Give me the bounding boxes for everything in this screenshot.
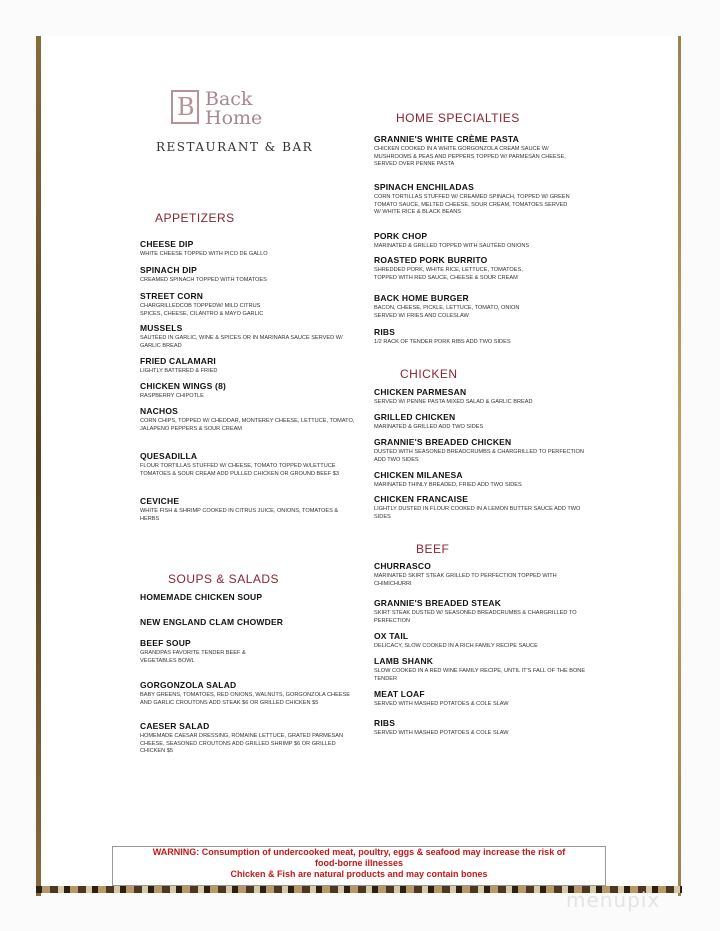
menu-item [140, 381, 355, 401]
item-name: RIBS [374, 718, 396, 728]
item-desc: GRANDPAS FAVORITE TENDER BEEF & VEGETABLES BOWL [140, 650, 246, 664]
item-name: CEVICHE [140, 496, 180, 506]
section-title-beef: BEEF [416, 542, 450, 556]
menu-item [140, 356, 355, 376]
item-desc: CORN CHIPS, TOPPED W/ CHEDDAR, MONTEREY CHEESE, LETTUCE, TOMATO, JALAPENO PEPPERS & SOUR CREAM [140, 418, 355, 432]
menu-item [140, 265, 355, 285]
menu-item [374, 255, 524, 282]
menu-item [140, 323, 355, 350]
warning-line-3: Chicken & Fish are natural products and may contain bones [230, 869, 488, 879]
item-desc: MARINATED SKIRT STEAK GRILLED TO PERFECTION TOPPED WITH CHIMICHURRI [374, 573, 557, 587]
item-name: MUSSELS [140, 323, 183, 333]
menu-item [140, 451, 355, 478]
page-edge-left [36, 36, 41, 896]
item-desc: LIGHTLY DUSTED IN FLOUR COOKED IN A LEMON BUTTER SAUCE ADD TWO SIDES [374, 506, 581, 520]
menu-item [374, 387, 589, 407]
menu-item [140, 291, 275, 318]
warning-line-1: WARNING: Consumption of undercooked meat, poultry, eggs & seafood may increase the risk of [152, 847, 566, 857]
section-title-home-specialties: HOME SPECIALTIES [396, 111, 520, 125]
item-desc: WHITE CHEESE TOPPED WITH PICO DE GALLO [140, 251, 268, 257]
item-desc: MARINATED & GRILLED ADD TWO SIDES [374, 424, 484, 430]
item-name: SPINACH DIP [140, 265, 197, 275]
food-safety-warning [112, 846, 606, 886]
item-desc: MARINATED THINLY BREADED, FRIED ADD TWO SIDES [374, 482, 522, 488]
menu-item [140, 592, 355, 603]
menu-item [374, 293, 524, 320]
item-desc: SERVED WITH MASHED POTATOES & COLE SLAW [374, 701, 509, 707]
item-desc: LIGHTLY BATTERED & FRIED [140, 368, 218, 374]
watermark: menupix [566, 888, 661, 912]
item-name: BEEF SOUP [140, 638, 191, 648]
logo-monogram [171, 90, 199, 124]
menu-item [140, 721, 355, 756]
menu-item [374, 598, 589, 625]
item-name: FRIED CALAMARI [140, 356, 216, 366]
item-name: CHICKEN WINGS (8) [140, 381, 227, 391]
item-name: LAMB SHANK [374, 656, 434, 666]
logo-word-home: Home [205, 107, 263, 129]
menu-item [140, 617, 355, 628]
item-name: NEW ENGLAND CLAM CHOWDER [140, 617, 284, 627]
logo-letter: B [177, 93, 195, 121]
item-desc: SAUTÉED IN GARLIC, WINE & SPICES OR IN MARINARA SAUCE SERVED W/ GARLIC BREAD [140, 335, 343, 349]
menu-item [140, 406, 355, 433]
item-name: ROASTED PORK BURRITO [374, 255, 488, 265]
item-name: GRILLED CHICKEN [374, 412, 456, 422]
item-desc: DUSTED WITH SEASONED BREADCRUMBS & CHARGRILLED TO PERFECTION ADD TWO SIDES [374, 449, 584, 463]
item-desc: DELICACY, SLOW COOKED IN A RICH FAMILY RECIPE SAUCE [374, 643, 538, 649]
warning-line-2: food-borne illnesses [314, 858, 403, 868]
item-name: CHURRASCO [374, 561, 432, 571]
page-edge-right [678, 36, 681, 896]
item-name: PORK CHOP [374, 231, 428, 241]
menu-item [374, 656, 589, 683]
item-name: QUESADILLA [140, 451, 198, 461]
menu-item [374, 494, 589, 521]
logo-word-back: Back [205, 88, 253, 110]
item-desc: BACON, CHEESE, PICKLE, LETTUCE, TOMATO, ONION SERVED W/ FRIES AND COLESLAW [374, 305, 520, 319]
section-title-appetizers: APPETIZERS [155, 211, 235, 225]
item-desc: HOMEMADE CAESAR DRESSING, ROMAINE LETTUCE, GRATED PARMESAN CHEESE, SEASONED CROUTONS ADD GRILLED SHRIMP $6 OR GRILLED CHICKEN $5 [140, 733, 344, 754]
menu-item [140, 239, 355, 259]
item-name: OX TAIL [374, 631, 409, 641]
item-name: GRANNIE'S BREADED STEAK [374, 598, 502, 608]
item-name: MEAT LOAF [374, 689, 425, 699]
menu-item [374, 412, 589, 432]
menu-page [38, 36, 682, 892]
menu-item [374, 437, 589, 464]
menu-item [374, 134, 574, 169]
item-name: STREET CORN [140, 291, 204, 301]
item-desc: CHICKEN COOKED IN A WHITE GORGONZOLA CREAM SAUCE W/ MUSHROOMS & PEAS AND PEPPERS TOPPED W/ PARMESAN CHEESE, SERVED OVER PENNE PASTA [374, 146, 566, 167]
menu-item [374, 631, 589, 651]
menu-item [374, 689, 589, 709]
item-desc: SKIRT STEAK DUSTED W/ SEASONED BREADCRUMBS & CHARGRILLED TO PERFECTION [374, 610, 577, 624]
menu-item [374, 327, 589, 347]
item-name: GRANNIE'S WHITE CRÈME PASTA [374, 134, 519, 144]
menu-item [140, 638, 250, 665]
menu-item [374, 561, 589, 588]
item-name: GORGONZOLA SALAD [140, 680, 237, 690]
section-title-soups-salads: SOUPS & SALADS [168, 572, 280, 586]
logo-subtitle: RESTAURANT & BAR [156, 140, 314, 154]
item-name: HOMEMADE CHICKEN SOUP [140, 592, 263, 602]
menu-item [374, 231, 589, 251]
item-desc: WHITE FISH & SHRIMP COOKED IN CITRUS JUICE, ONIONS, TOMATOES & HERBS [140, 508, 339, 522]
item-name: NACHOS [140, 406, 179, 416]
item-name: SPINACH ENCHILADAS [374, 182, 474, 192]
menu-item [140, 680, 355, 707]
menu-item [374, 470, 589, 490]
item-desc: CREAMED SPINACH TOPPED WITH TOMATOES [140, 277, 267, 283]
item-desc: FLOUR TORTILLAS STUFFED W/ CHEESE, TOMATO TOPPED W/LETTUCE TOMATOES & SOUR CREAM ADD PULLED CHICKEN OR GROUND BEEF $3 [140, 463, 339, 477]
menu-item [374, 718, 589, 738]
item-name: CHICKEN MILANESA [374, 470, 463, 480]
item-name: GRANNIE'S BREADED CHICKEN [374, 437, 512, 447]
menu-item [140, 496, 355, 523]
item-desc: SERVED W/ PENNE PASTA MIXED SALAD & GARLIC BREAD [374, 399, 533, 405]
item-desc: SHREDDED PORK, WHITE RICE, LETTUCE, TOMATOES, TOPPED WITH RED SAUCE, CHEESE & SOUR CREAM [374, 267, 523, 281]
item-desc: RASPBERRY CHIPOTLE [140, 393, 204, 399]
item-name: BACK HOME BURGER [374, 293, 469, 303]
item-name: CHICKEN FRANCAISE [374, 494, 469, 504]
item-desc: CORN TORTILLAS STUFFED W/ CREAMED SPINACH, TOPPED W/ GREEN TOMATO SAUCE, MELTED CHEESE, SOUR CREAM, TOMATOES SERVED W/ WHITE RICE & BLACK BEANS [374, 194, 570, 215]
item-desc: SERVED WITH MASHED POTATOES & COLE SLAW [374, 730, 509, 736]
item-name: CHICKEN PARMESAN [374, 387, 467, 397]
item-desc: CHARGRILLEDCOB TOPPEDW/ MILD CITRUS SPICES, CHEESE, CILANTRO & MAYO GARLIC [140, 303, 264, 317]
item-desc: 1/2 RACK OF TENDER PORK RIBS ADD TWO SIDES [374, 339, 511, 345]
item-name: CHEESE DIP [140, 239, 194, 249]
item-desc: MARINATED & GRILLED TOPPED WITH SAUTÉED ONIONS [374, 243, 530, 249]
menu-item [374, 182, 574, 217]
item-name: CAESER SALAD [140, 721, 210, 731]
item-desc: BABY GREENS, TOMATOES, RED ONIONS, WALNUTS, GORGONZOLA CHEESE AND GARLIC CROUTONS ADD STEAK $6 OR GRILLED CHICKEN $5 [140, 692, 351, 706]
item-name: RIBS [374, 327, 396, 337]
item-desc: SLOW COOKED IN A RED WINE FAMILY RECIPE, UNTIL IT'S FALL OF THE BONE TENDER [374, 668, 586, 682]
section-title-chicken: CHICKEN [400, 367, 458, 381]
